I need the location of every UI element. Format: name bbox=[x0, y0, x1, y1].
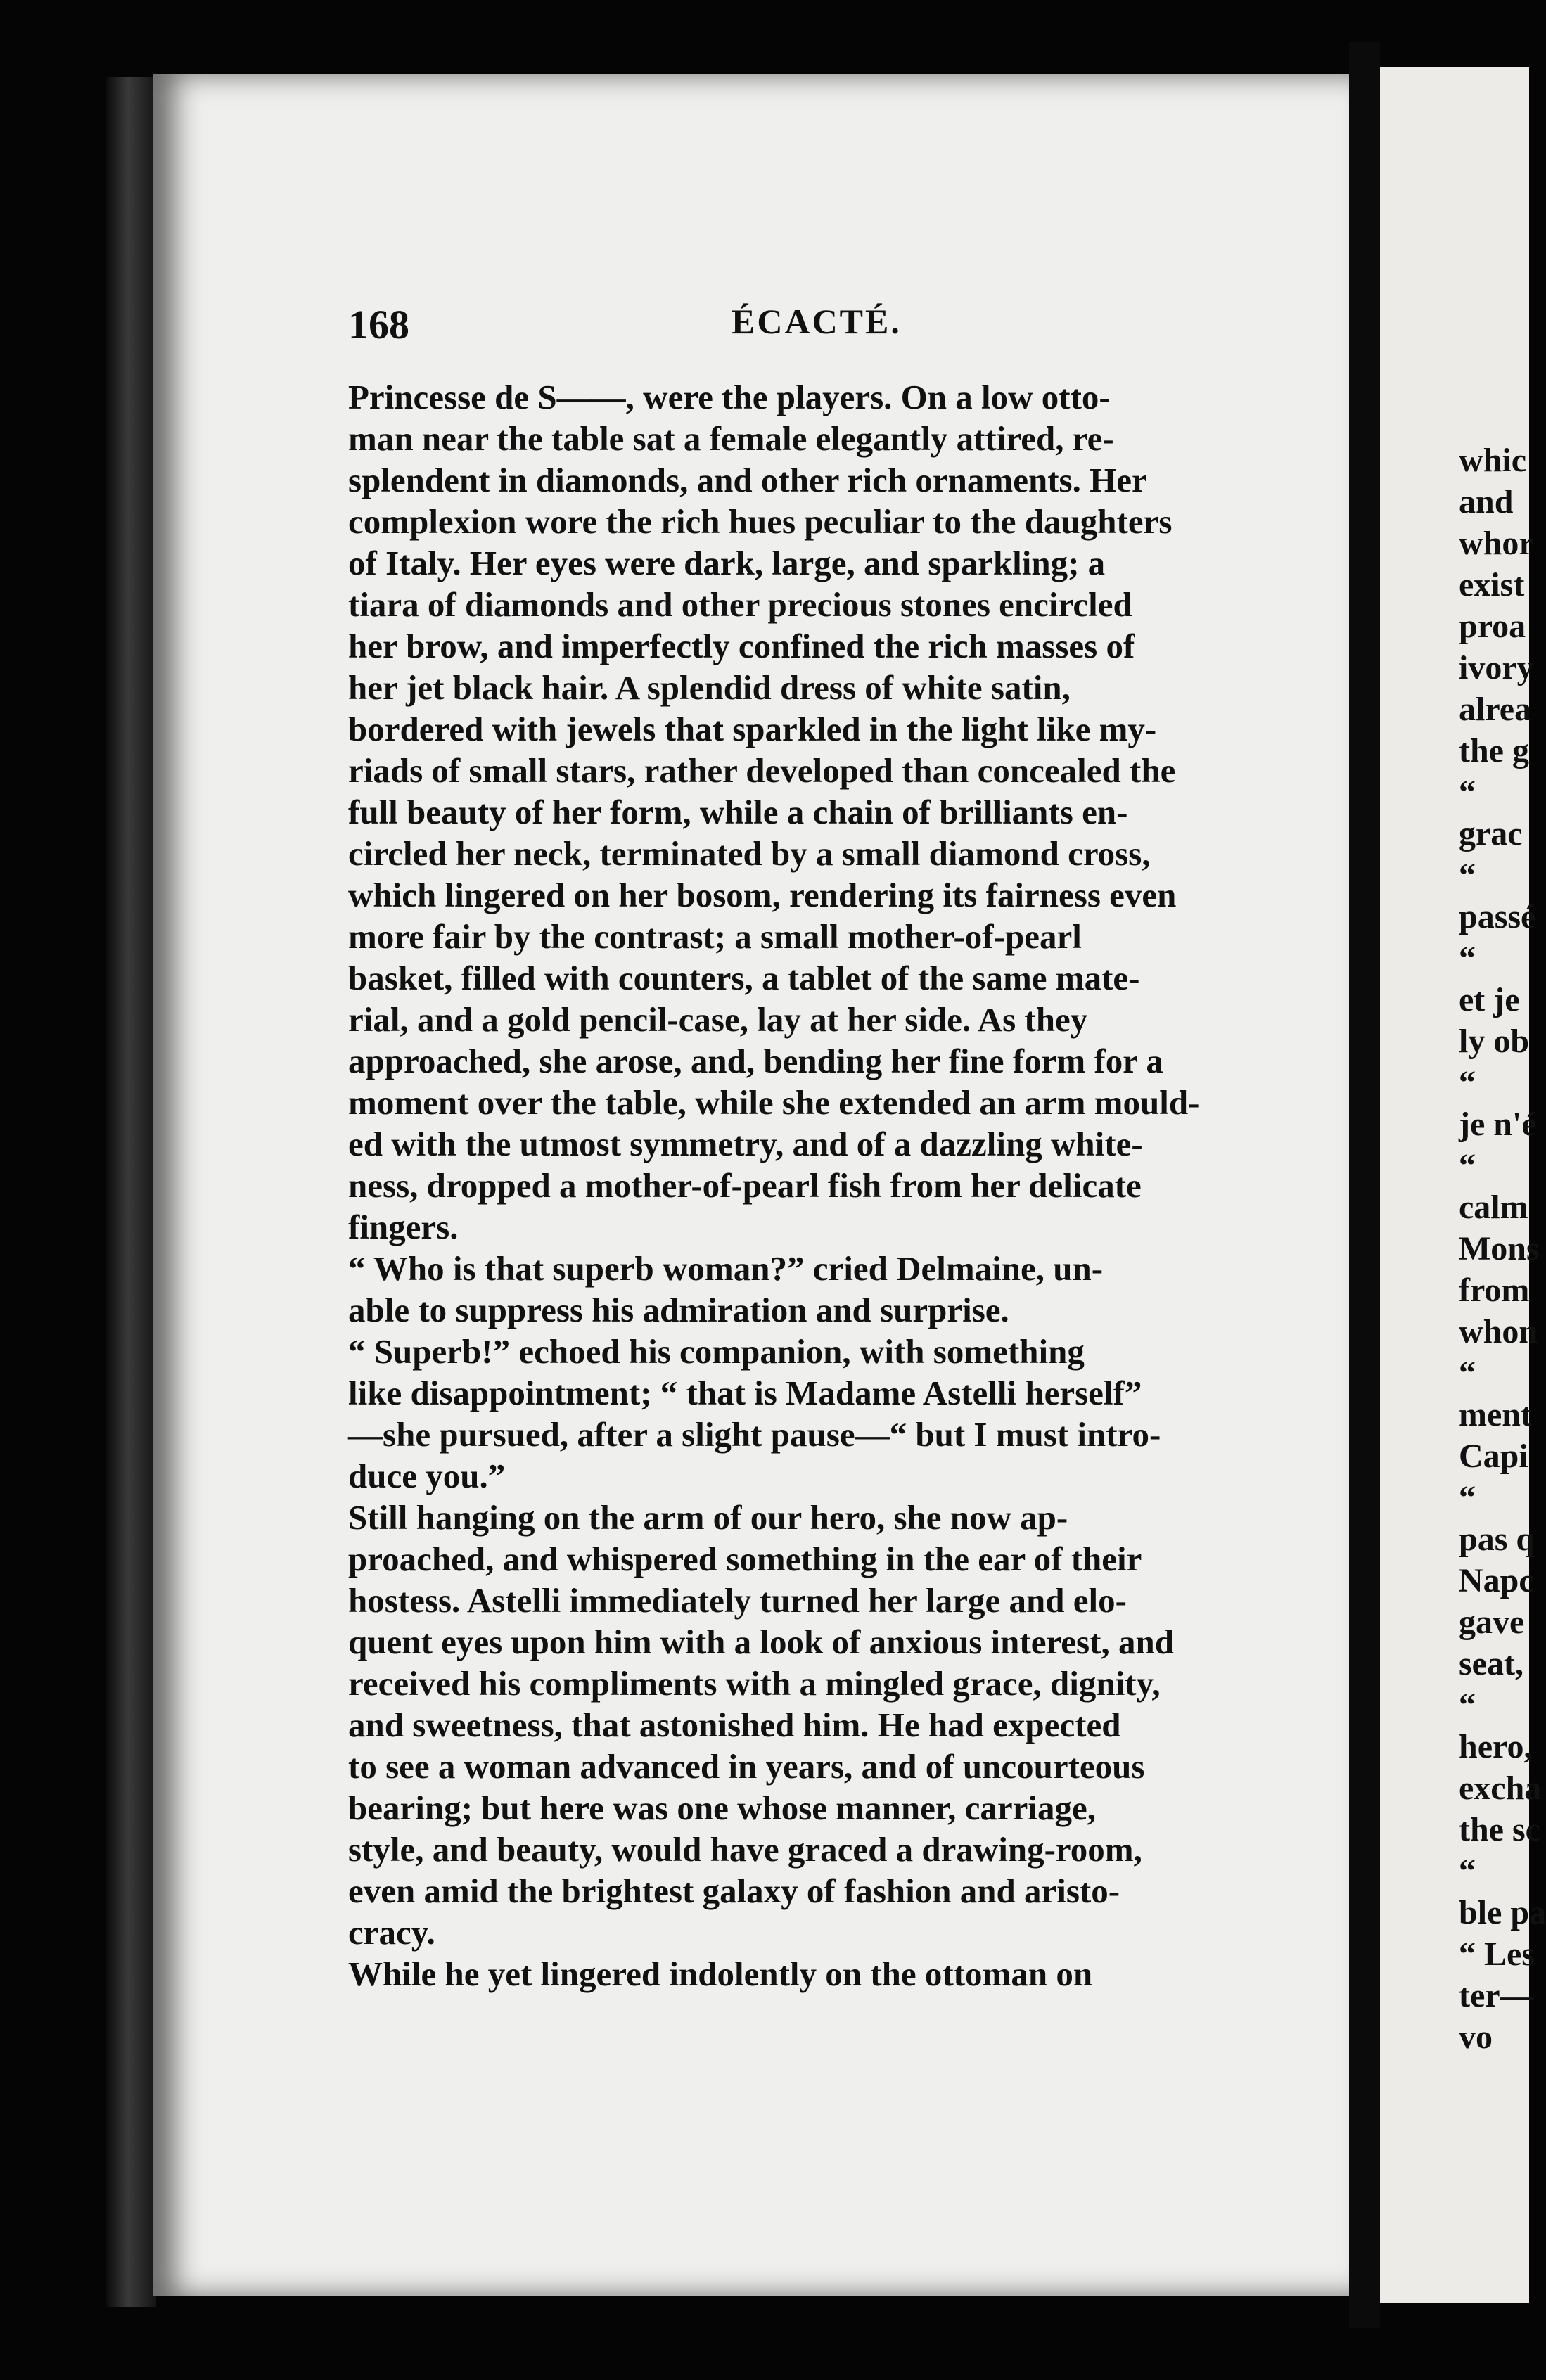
text-line: Still hanging on the arm of our hero, she now ap- bbox=[348, 1498, 1068, 1537]
facing-text-line: vo bbox=[1459, 2018, 1493, 2056]
facing-text-line: the g bbox=[1459, 732, 1529, 769]
facing-text-line: ble pa bbox=[1459, 1894, 1546, 1931]
facing-text-line: ter— bbox=[1459, 1977, 1534, 2014]
facing-text-line: the sc bbox=[1459, 1811, 1540, 1848]
text-line: bearing; but here was one whose manner, carriage, bbox=[348, 1789, 1096, 1827]
text-line: her jet black hair. A splendid dress of white satin, bbox=[348, 668, 1071, 707]
facing-text-line: from bbox=[1459, 1272, 1530, 1309]
facing-text-line: “ bbox=[1459, 1064, 1476, 1101]
text-line: rial, and a gold pencil-case, lay at her side. As they bbox=[348, 1000, 1088, 1039]
text-line: and sweetness, that astonished him. He had expected bbox=[348, 1706, 1121, 1744]
facing-text-line: “ bbox=[1459, 1355, 1476, 1392]
text-line: cracy. bbox=[348, 1913, 435, 1952]
facing-text-line: ment bbox=[1459, 1396, 1532, 1433]
text-line: her brow, and imperfectly confined the rich masses of bbox=[348, 627, 1135, 665]
text-line: While he yet lingered indolently on the ottoman on bbox=[348, 1954, 1093, 1993]
facing-text-line: Mons bbox=[1459, 1230, 1540, 1267]
facing-text-line: “ bbox=[1459, 940, 1476, 977]
text-line: “ Who is that superb woman?” cried Delmaine, un- bbox=[348, 1249, 1104, 1288]
facing-page bbox=[1380, 67, 1546, 2303]
text-line: to see a woman advanced in years, and of uncourteous bbox=[348, 1747, 1145, 1786]
facing-text-line: and bbox=[1459, 483, 1514, 520]
facing-text-line: Capi bbox=[1459, 1438, 1528, 1475]
facing-text-line: whon bbox=[1459, 1313, 1538, 1350]
book-spine-edge bbox=[106, 77, 156, 2307]
facing-text-line: je n'é bbox=[1459, 1106, 1537, 1143]
text-line: moment over the table, while she extended an arm mould- bbox=[348, 1083, 1200, 1122]
text-line: circled her neck, terminated by a small diamond cross, bbox=[348, 834, 1151, 873]
text-line: more fair by the contrast; a small mother-of-pearl bbox=[348, 917, 1082, 956]
text-line: able to suppress his admiration and surprise. bbox=[348, 1291, 1009, 1329]
text-line: complexion wore the rich hues peculiar to the daughters bbox=[348, 502, 1173, 541]
body-text bbox=[348, 376, 1273, 1995]
text-line: —she pursued, after a slight pause—“ but I must intro- bbox=[348, 1415, 1161, 1454]
book-gutter bbox=[1349, 42, 1380, 2328]
facing-page-text bbox=[1459, 440, 1546, 2058]
facing-text-line: ly ob bbox=[1459, 1023, 1530, 1060]
text-line: ed with the utmost symmetry, and of a dazzling white- bbox=[348, 1125, 1143, 1163]
facing-text-line: “ bbox=[1459, 1479, 1476, 1516]
text-line: proached, and whispered something in the ear of their bbox=[348, 1540, 1142, 1578]
text-line: like disappointment; “ that is Madame Astelli herself” bbox=[348, 1374, 1142, 1412]
facing-text-line: passé bbox=[1459, 898, 1536, 935]
facing-text-line: calm bbox=[1459, 1189, 1528, 1226]
text-line: style, and beauty, would have graced a drawing-room, bbox=[348, 1830, 1142, 1869]
facing-text-line: pas q bbox=[1459, 1521, 1535, 1558]
running-title: ÉCACTÉ. bbox=[732, 302, 902, 341]
text-line: ness, dropped a mother-of-pearl fish from her delicate bbox=[348, 1166, 1142, 1205]
facing-text-line: gave bbox=[1459, 1604, 1525, 1641]
text-line: quent eyes upon him with a look of anxious interest, and bbox=[348, 1623, 1174, 1661]
facing-text-line: excha bbox=[1459, 1770, 1542, 1807]
facing-text-line: “ Les bbox=[1459, 1936, 1535, 1973]
text-line: fingers. bbox=[348, 1208, 459, 1246]
text-line: approached, she arose, and, bending her fine form for a bbox=[348, 1042, 1163, 1080]
facing-text-line: proa bbox=[1459, 608, 1526, 645]
text-line: bordered with jewels that sparkled in the light like my- bbox=[348, 710, 1157, 748]
text-line: splendent in diamonds, and other rich ornaments. Her bbox=[348, 461, 1147, 499]
text-line: Princesse de S——, were the players. On a low otto- bbox=[348, 378, 1111, 416]
text-line: full beauty of her form, while a chain of brilliants en- bbox=[348, 793, 1128, 831]
text-line: which lingered on her bosom, rendering its fairness even bbox=[348, 876, 1177, 914]
text-line: riads of small stars, rather developed than concealed the bbox=[348, 751, 1176, 790]
text-line: even amid the brightest galaxy of fashion and aristo- bbox=[348, 1872, 1120, 1910]
facing-text-line: alrea bbox=[1459, 691, 1532, 728]
facing-text-line: “ bbox=[1459, 857, 1476, 894]
text-line: basket, filled with counters, a tablet of the same mate- bbox=[348, 959, 1140, 997]
facing-text-line: hero, bbox=[1459, 1728, 1533, 1765]
facing-text-line: et je bbox=[1459, 981, 1520, 1018]
page-header bbox=[348, 301, 1284, 357]
text-line: man near the table sat a female elegantly attired, re- bbox=[348, 419, 1114, 458]
facing-text-line: grac bbox=[1459, 815, 1523, 852]
text-line: received his compliments with a mingled grace, dignity, bbox=[348, 1664, 1161, 1703]
facing-text-line: “ bbox=[1459, 1147, 1476, 1184]
facing-text-line: ivory bbox=[1459, 649, 1534, 686]
facing-text-line: exist bbox=[1459, 566, 1525, 603]
facing-text-line: seat, bbox=[1459, 1645, 1523, 1682]
facing-text-line: “ bbox=[1459, 1853, 1476, 1890]
text-line: hostess. Astelli immediately turned her large and elo- bbox=[348, 1581, 1127, 1620]
page-number: 168 bbox=[348, 302, 409, 347]
facing-text-line: whor bbox=[1459, 525, 1534, 562]
facing-text-line: whic bbox=[1459, 442, 1526, 479]
facing-text-line: Napc bbox=[1459, 1562, 1534, 1599]
text-line: duce you.” bbox=[348, 1457, 506, 1495]
text-line: tiara of diamonds and other precious stones encircled bbox=[348, 585, 1132, 624]
text-line: “ Superb!” echoed his companion, with something bbox=[348, 1332, 1085, 1371]
text-line: of Italy. Her eyes were dark, large, and sparkling; a bbox=[348, 544, 1106, 582]
facing-text-line: “ bbox=[1459, 1687, 1476, 1724]
facing-text-line: “ bbox=[1459, 774, 1476, 811]
